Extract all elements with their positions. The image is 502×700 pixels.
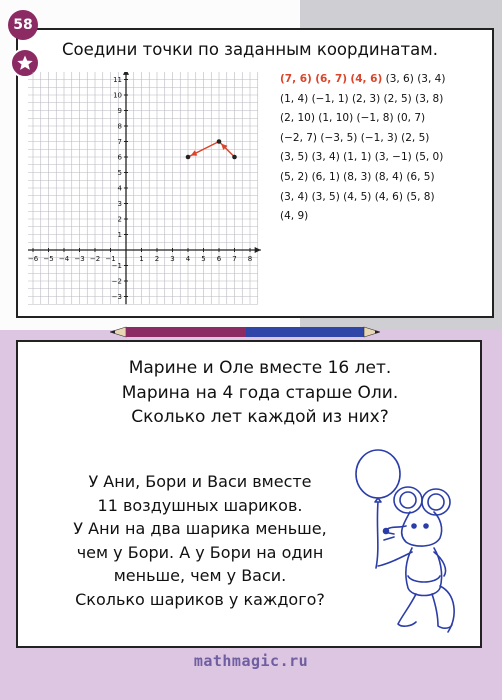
y-tick-label: 2 (117, 215, 122, 224)
coordinate-pair: (−1, 3) (360, 131, 398, 144)
problem-balloons-line: чем у Бори. А у Бори на один (76, 542, 324, 562)
y-tick-label: 6 (117, 153, 122, 162)
coordinate-pair: (3, −1) (374, 151, 412, 164)
coordinate-pair: (1, 4) (280, 92, 309, 105)
y-tick-label: 7 (117, 138, 122, 146)
y-tick-label: 4 (117, 184, 122, 193)
problem-balloons (50, 470, 350, 611)
y-tick-label: −2 (111, 277, 122, 286)
coordinate-pair: (2, 5) (383, 92, 412, 105)
coordinate-pair: (8, 4) (374, 170, 403, 183)
coordinate-pair: (6, 1) (311, 170, 340, 183)
coordinate-row (280, 109, 490, 129)
coordinate-pair: (4, 9) (280, 210, 309, 223)
coordinate-row (280, 148, 490, 168)
coordinate-pair: (1, 1) (343, 151, 372, 164)
x-tick-label: −4 (58, 255, 70, 263)
y-tick-label: 5 (117, 169, 122, 177)
coordinate-pair: (3, 5) (311, 190, 340, 203)
y-axis-arrow (123, 72, 129, 75)
problem-ages-line: Марина на 4 года старше Оли. (121, 382, 399, 403)
y-tick-label: 8 (117, 122, 122, 131)
problem-balloons-line: Сколько шариков у каждого? (75, 589, 325, 609)
x-tick-label: −1 (105, 255, 116, 263)
footer-site: mathmagic.ru (193, 652, 309, 670)
coordinate-pair: (−1, 8) (356, 112, 394, 125)
y-tick-label: 9 (117, 107, 122, 115)
coordinate-pair: (3, 5) (280, 151, 309, 164)
x-tick-label: 2 (154, 255, 160, 263)
x-tick-label: 8 (247, 255, 253, 263)
coordinate-pair: (6, 5) (406, 170, 435, 183)
coordinate-row (280, 90, 490, 110)
coordinate-pair: (2, 3) (351, 92, 381, 105)
x-tick-label: 5 (201, 255, 206, 263)
path-point (217, 139, 222, 144)
coordinate-pair: (2, 5) (401, 131, 430, 144)
coordinate-pair: (0, 7) (396, 112, 426, 125)
x-tick-label: −3 (74, 255, 85, 263)
x-tick-label: −5 (43, 255, 54, 263)
y-tick-label: −1 (111, 262, 122, 270)
problem-ages (70, 356, 450, 430)
coordinate-pair: (4, 6) (374, 190, 403, 203)
x-tick-label: −2 (89, 255, 101, 263)
x-tick-label: 7 (232, 255, 237, 263)
problem-ages-line: Сколько лет каждой из них? (131, 407, 389, 427)
coordinate-pair: (3, 8) (415, 92, 444, 105)
x-tick-label: 6 (216, 255, 222, 263)
coordinates-list (280, 70, 490, 227)
pencil-icon (110, 325, 380, 339)
coordinate-pair-highlighted: (7, 6) (280, 73, 312, 85)
coordinate-pair: (5, 2) (280, 170, 309, 183)
coordinate-row (280, 129, 490, 149)
x-tick-label: 4 (185, 255, 191, 263)
problem-balloons-line: 11 воздушных шариков. (97, 495, 303, 515)
problem-balloons-line: У Ани на два шарика меньше, (73, 519, 327, 538)
coordinate-row (280, 168, 490, 188)
x-tick-label: 1 (139, 255, 144, 263)
coordinate-pair: (−2, 7) (280, 131, 318, 144)
y-tick-label: −3 (111, 293, 122, 301)
coordinate-row (280, 70, 490, 90)
coordinate-pair: (5, 8) (406, 190, 435, 203)
x-tick-label: 3 (170, 255, 175, 263)
mouse-with-balloon-illustration (340, 448, 470, 638)
coordinate-pair: (−3, 5) (320, 131, 358, 144)
problem-ages-line: Марине и Оле вместе 16 лет. (128, 358, 392, 378)
coordinate-pair: (3, 4) (311, 151, 340, 164)
page-number-badge: 58 (8, 10, 38, 40)
coordinate-row (280, 188, 490, 208)
y-tick-label: 1 (117, 231, 122, 239)
coordinate-pair: (3, 4) (280, 190, 309, 203)
coordinate-pair-highlighted: (4, 6) (350, 73, 383, 85)
y-tick-label: 10 (113, 91, 122, 100)
coordinate-pair: (1, 10) (318, 112, 354, 125)
coordinate-pair: (5, 0) (415, 151, 444, 164)
problem-balloons-line: У Ани, Бори и Васи вместе (88, 472, 312, 491)
coordinate-grid (28, 72, 268, 314)
coordinate-pair: (3, 6) (385, 73, 414, 85)
task1-title: Соедини точки по заданным координатам. (62, 40, 438, 59)
coordinate-pair-highlighted: (6, 7) (315, 73, 348, 85)
y-tick-label: 3 (117, 200, 122, 208)
coordinate-pair: (3, 4) (417, 73, 446, 85)
coordinate-pair: (−1, 1) (311, 92, 349, 105)
coordinate-row (280, 207, 490, 227)
path-point (186, 155, 191, 160)
x-tick-label: −6 (28, 255, 39, 263)
coordinate-pair: (2, 10) (280, 112, 315, 125)
problem-balloons-line: меньше, чем у Васи. (113, 566, 287, 585)
path-point (232, 155, 237, 160)
y-tick-label: 11 (113, 76, 122, 84)
coordinate-pair: (4, 5) (343, 190, 372, 203)
coordinate-pair: (8, 3) (343, 170, 372, 183)
